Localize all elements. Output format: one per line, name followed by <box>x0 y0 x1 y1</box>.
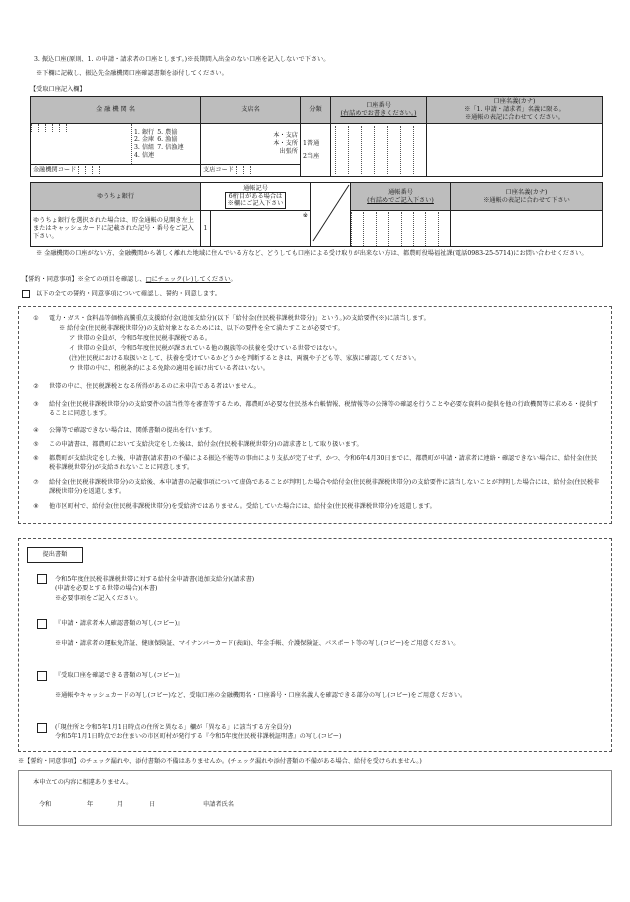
yucho-holder-title: 口座名義(カナ) <box>505 188 548 196</box>
bank-type-gyokyo[interactable]: 6. 漁協 <box>157 136 178 144</box>
doc-4-line-1: (「現住所と令和5年1月1日時点の住所と異なる」欄が「異なる」に該当する方全員分) <box>55 724 292 731</box>
account-number-input[interactable] <box>331 124 427 177</box>
bank-account-table <box>30 96 603 177</box>
final-note: ※【誓約・同意事項】のチェック漏れや、添付書類の不備はありませんか。(チェック漏れや添付書類の不備がある場合、給付を受けられません。) <box>18 758 422 765</box>
doc-1-line-1: 令和5年度住民税非課税世帯に対する給付金申請書(追加支給分)(請求書) <box>55 576 255 583</box>
section3-heading: 3. 振込口座(原則、1. の申請・請求者の口座とします。)※長期間入出金のない口座を記入しないで下さい。 <box>34 56 330 63</box>
pledge-items-box <box>18 306 612 524</box>
signature-month: 月 <box>117 801 124 808</box>
bank-type-shinren[interactable]: 4. 信連 <box>134 151 155 159</box>
yucho-symbol-note2: ※欄にご記入下さい <box>227 200 284 208</box>
pledge-sub-note2: (注)住民税における取扱いとして、扶養を受けているかどうかを判断するときは、両親や子ども等、家族に確認してください。 <box>69 355 421 362</box>
category-header: 分類 <box>301 97 331 124</box>
yucho-holder-sub: ※通帳の表記に合わせて下さい <box>483 196 570 204</box>
pledge-item-8-text: 他市区町村で、給付金(住民税非課税世帯分)を受給済ではありません。受給していた場合には、給付金(住民税非課税世帯分)を返還します。 <box>49 503 436 510</box>
branch-type-honshisho[interactable]: 本・支所 <box>273 140 298 147</box>
yucho-table <box>30 182 603 247</box>
pledge-sub-note: ※ 給付金(住民税非課税世帯分)の支給対象となるためには、以下の要件を全て満たすことが必要です。 <box>59 325 344 332</box>
institution-input-cell[interactable] <box>31 124 201 165</box>
pledge-sub-u: ウ 世帯の中に、租税条約による免除の適用を届け出ている者はいない。 <box>69 365 269 372</box>
holder-title: 口座名義(カナ) <box>493 98 536 105</box>
bank-type-nokyo[interactable]: 5. 農協 <box>157 128 178 136</box>
account-number-header <box>331 97 427 124</box>
yucho-symbol-note: 6桁目がある場合は <box>228 193 283 201</box>
bank-type-kinko[interactable]: 2. 金庫 <box>134 136 155 144</box>
doc-item-4 <box>55 723 601 742</box>
pledge-item-5-text: この申請書は、都農町において支給決定をした後は、給付金(住民税非課税世帯分)の請求書として取り扱います。 <box>49 441 363 448</box>
pledge-sub-a: ア 世帯の全員が、令和5年度住民税非課税である。 <box>69 335 212 342</box>
pledge-item-3-num: ③ <box>33 401 39 408</box>
pledge-item-3-text: 給付金(住民税非課税世帯分)の支給要件の該当性等を審査等するため、都農町が必要な住民基本台帳情報、税情報等の公簿等の確認を行うことや必要な資料の提供を他の行政機関等に求める・提供することに同意します。 <box>49 401 599 417</box>
pledge-item-6-text: 都農町が支給決定をした後、申請書(請求書)の不備による振込不能等の事由により支払が完了せず、かつ、令和6年4月30日までに、都農町が申請・請求者に連絡・確認できない場合に、給付金(住民税非課税世帯分)が支給されないことに同意します。 <box>49 455 598 471</box>
pledge-confirm-text: 以下の全ての誓約・同意事項について確認し、誓約・同意します。 <box>35 290 221 298</box>
account-number-title: 口座番号 <box>366 102 391 110</box>
branch-input-cell[interactable] <box>201 124 301 165</box>
section3-note: ※下欄に記載し、振込先金融機関口座確認書類を添付してください。 <box>36 70 228 77</box>
applicant-name-field[interactable] <box>249 797 549 811</box>
yucho-holder-input[interactable] <box>451 211 603 247</box>
doc-3-line-1: 『受取口座を確認できる書類の写し(コピー)』 <box>55 672 184 679</box>
category-input-cell[interactable] <box>301 124 331 177</box>
branch-header: 支店名 <box>201 97 301 124</box>
yucho-number-sub: (右詰めでご記入下さい) <box>367 196 434 204</box>
signature-year: 年 <box>87 801 94 808</box>
doc-1-line-2: (申請を必要とする世帯の場合)(本書) <box>55 585 158 593</box>
bank-code-label: 金融機関コード <box>33 166 77 174</box>
pledge-item-7-text: 給付金(住民税非課税世帯分)の支給後、本申請書の記載事項について虚偽であることが判明した場合や給付金(住民税非課税世帯分)の支給要件に該当しないことが判明した場合には、給付金(住民税非課税世帯分)を返還します。 <box>49 479 600 495</box>
branch-type-honshiten[interactable]: 本・支店 <box>273 131 298 139</box>
account-type-futsu[interactable]: 1普通 <box>303 139 320 147</box>
pledge-sub-i: イ 世帯の全員が、令和5年度住民税が課されている他の親族等の扶養を受けている世帯ではない。 <box>69 345 341 352</box>
documents-box <box>18 538 612 752</box>
yucho-slash-cell <box>311 183 351 247</box>
holder-header <box>427 97 603 124</box>
doc-checkbox-2[interactable] <box>37 619 47 629</box>
pledge-item-6-num: ⑥ <box>33 455 39 462</box>
pledge-heading-a: 【誓約・同意事項】※全ての項目を確認し、 <box>22 276 146 283</box>
doc-2-line-2: ※申請・請求者の運転免許証、健康保険証、マイナンバーカード(表面)、年金手帳、介護保険証、パスポート等の写し(コピー)をご用意ください。 <box>55 640 460 648</box>
bank-code-cell[interactable] <box>31 165 201 177</box>
doc-1-line-3: ※必要事項をご記入ください。 <box>55 594 142 602</box>
signature-day: 日 <box>149 801 156 808</box>
doc-2-line-1: 『申請・請求者本人確認書類の写し(コピー)』 <box>55 620 184 627</box>
doc-checkbox-1[interactable] <box>37 574 47 584</box>
pledge-item-2-num: ② <box>33 383 39 390</box>
yucho-prefix-digit: 1 <box>201 211 211 247</box>
pledge-item-4-text: 公簿等で確認できない場合は、関係書類の提出を行います。 <box>49 427 216 434</box>
holder-note: ※「1. 申請・請求者」名義に限る。 <box>464 106 565 114</box>
bank-type-bank[interactable]: 1. 銀行 <box>134 128 155 136</box>
pledge-item-5-num: ⑤ <box>33 441 39 448</box>
pledge-heading <box>22 276 237 284</box>
signature-era: 令和 <box>39 801 52 808</box>
holder-note2: ※通帳の表記に合わせてください。 <box>465 114 564 122</box>
slash-divider <box>311 183 351 243</box>
yucho-symbol-header <box>201 183 311 211</box>
bank-form-label: 【受取口座記入欄】 <box>30 86 86 93</box>
doc-checkbox-3[interactable] <box>37 671 47 681</box>
doc-checkbox-4[interactable] <box>37 723 47 733</box>
doc-4-line-2: 令和5年1月1日時点でお住まいの市区町村が発行する『令和5年度住民税非課税証明書』の写し(コピー) <box>55 733 342 741</box>
signature-statement: 本申立ての内容に相違ありません。 <box>33 779 133 786</box>
branch-code-cell[interactable] <box>201 165 301 177</box>
yucho-number-input[interactable] <box>351 211 451 247</box>
yucho-holder-header <box>451 183 603 211</box>
yucho-number-title: 通帳番号 <box>388 188 413 196</box>
account-number-sub: (右詰めでお書きください。) <box>340 110 417 118</box>
yucho-symbol-title: 通帳記号 <box>243 184 268 192</box>
pledge-item-1-num: ① <box>33 315 39 322</box>
doc-3-line-2: ※通帳やキャッシュカードの写し(コピー)など、受取口座の金融機関名・口座番号・口座名義人を確認できる部分の写し(コピー)をご用意ください。 <box>55 692 467 700</box>
signature-box <box>18 770 612 826</box>
doc-item-2 <box>55 620 601 649</box>
pledge-item-8-num: ⑧ <box>33 503 39 510</box>
pledge-item-7-num: ⑦ <box>33 479 39 486</box>
documents-title: 提出書類 <box>27 547 83 563</box>
branch-code-label: 支店コード <box>203 166 234 174</box>
institution-header: 金 融 機 関 名 <box>31 97 201 124</box>
pledge-item-1-text: 電力・ガス・食料品等価格高騰重点支援給付金(追加支給分)(以下「給付金(住民税非課税世帯分)」という。)の支給要件(※)に該当します。 <box>49 315 430 322</box>
signature-applicant-label: 申請者氏名 <box>203 801 234 808</box>
doc-item-1 <box>55 575 254 603</box>
yucho-instruction: ゆうちょ銀行を選択された場合は、貯金通帳の見開き左上またはキャッシュカードに記載された記号・番号をご記入下さい。 <box>31 211 201 247</box>
no-account-note: ※ 金融機関の口座がない方、金融機関から著しく離れた地域に住んでいる方など、どうしても口座による受け取りが出来ない方は、都農町役場福祉課(電話0983-25-5714)にお問い合わせください。 <box>36 250 588 257</box>
pledge-checkbox[interactable] <box>22 290 30 298</box>
bank-type-shingyoren[interactable]: 7. 信漁連 <box>157 144 184 152</box>
holder-input[interactable] <box>427 124 603 177</box>
pledge-confirm-row[interactable] <box>22 290 221 299</box>
account-type-toza[interactable]: 2当座 <box>303 153 320 161</box>
bank-type-shinkumi[interactable]: 3. 信組 <box>134 144 155 152</box>
pledge-heading-c: 。 <box>230 276 237 283</box>
yucho-star: ※ <box>302 212 308 220</box>
pledge-item-2-text: 世帯の中に、住民税課税となる所得があるのに未申告である者はいません。 <box>49 383 260 390</box>
yucho-bank-header: ゆうちょ銀行 <box>31 183 201 211</box>
pledge-item-4-num: ④ <box>33 427 39 434</box>
yucho-symbol-input[interactable] <box>211 211 311 247</box>
yucho-number-header <box>351 183 451 211</box>
doc-item-3 <box>55 672 601 701</box>
pledge-heading-b: □にチェック(レ)してください <box>145 276 231 283</box>
branch-type-shucchojo[interactable]: 出張所 <box>279 148 298 156</box>
